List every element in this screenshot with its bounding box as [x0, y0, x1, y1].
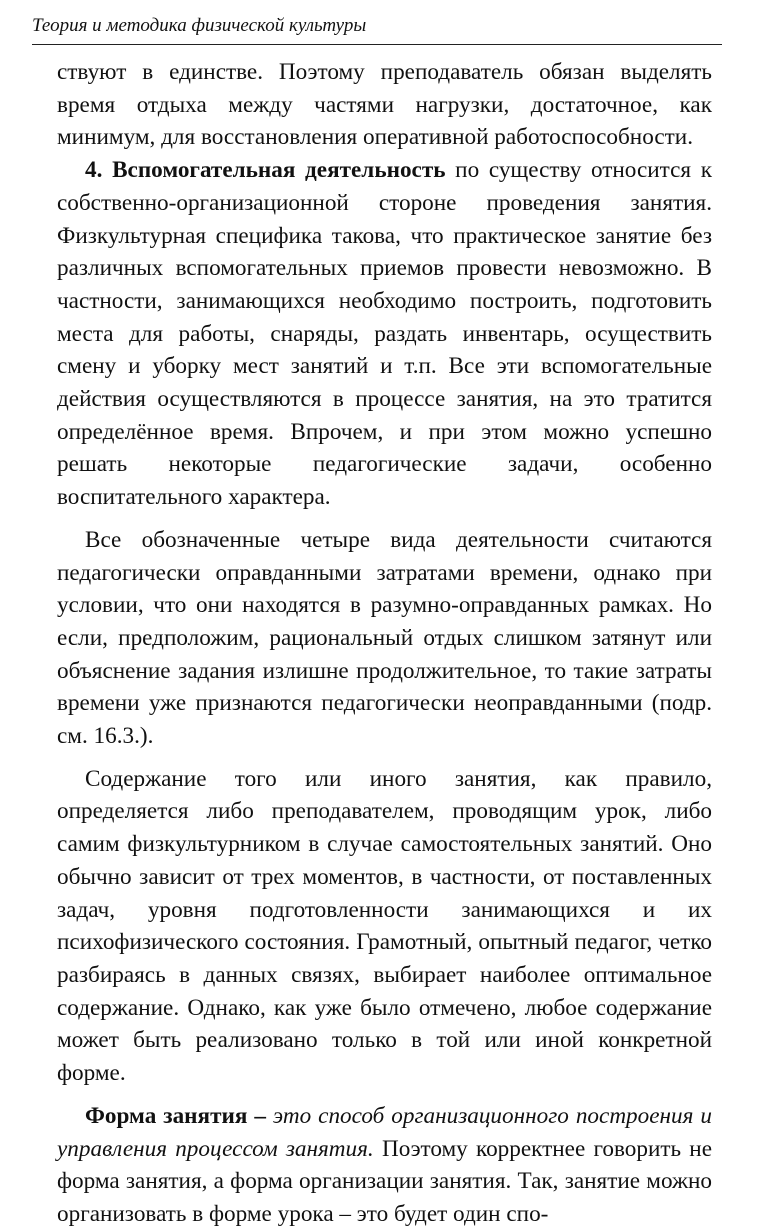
running-header: Теория и методика физической культуры: [32, 15, 367, 36]
header-rule: [32, 44, 722, 45]
paragraph-5-text: Поэтому корректнее говорить не форма занятия, а форма организации занятия. Так, занятие можно организовать в форме урока – это будет один спо-: [57, 1135, 712, 1227]
paragraph-5-term: Форма занятия –: [85, 1102, 273, 1129]
page-body: [57, 56, 712, 1231]
paragraph-1: ствуют в единстве. Поэтому преподаватель обязан выделять время отдыха между частями нагрузки, достаточное, как минимум, для восстановления оперативной работоспособности.: [57, 59, 712, 151]
paragraph-5: [57, 1100, 712, 1231]
paragraph-2-heading: 4. Вспомогательная деятельность: [85, 157, 446, 184]
paragraph-3: Все обозначенные четыре вида деятельности считаются педагогически оправданными затратами времени, однако при условии, что они находятся в разумно-оправданных рамках. Но если, предположим, рациональный отдых слишком затянут или объяснение задания излишне продолжительное, то такие затраты времени уже признаются педагогически неоправданными (подр. см. 16.3.).: [57, 526, 712, 750]
paragraph-2: [57, 154, 712, 514]
paragraph-5-definition: это способ организационного построения и управления процессом занятия.: [57, 1102, 712, 1162]
paragraph-4: Содержание того или иного занятия, как правило, определяется либо преподавателем, проводящим урок, либо самим физкультурником в случае самостоятельных занятий. Оно обычно зависит от трех моментов, в частности, от поставленных задач, уровня подготовленности занимающихся и их психофизического состояния. Грамотный, опытный педагог, четко разбираясь в данных связях, выбирает наиболее оптимальное содержание. Однако, как уже было отмечено, любое содержание может быть реализовано только в той или иной конкретной форме.: [57, 765, 712, 1087]
paragraph-2-text: по существу относится к собственно-организационной стороне проведения занятия. Физкультурная специфика такова, что практическое занятие без различных вспомогательных приемов провести невозможно. В частности, занимающихся необходимо построить, подготовить места для работы, снаряды, раздать инвентарь, осуществить смену и уборку мест занятий и т.п. Все эти вспомогательные действия осуществляются в процессе занятия, на это тратится определённое время. Впрочем, и при этом можно успешно решать некоторые педагогические задачи, особенно воспитательного характера.: [57, 157, 712, 511]
